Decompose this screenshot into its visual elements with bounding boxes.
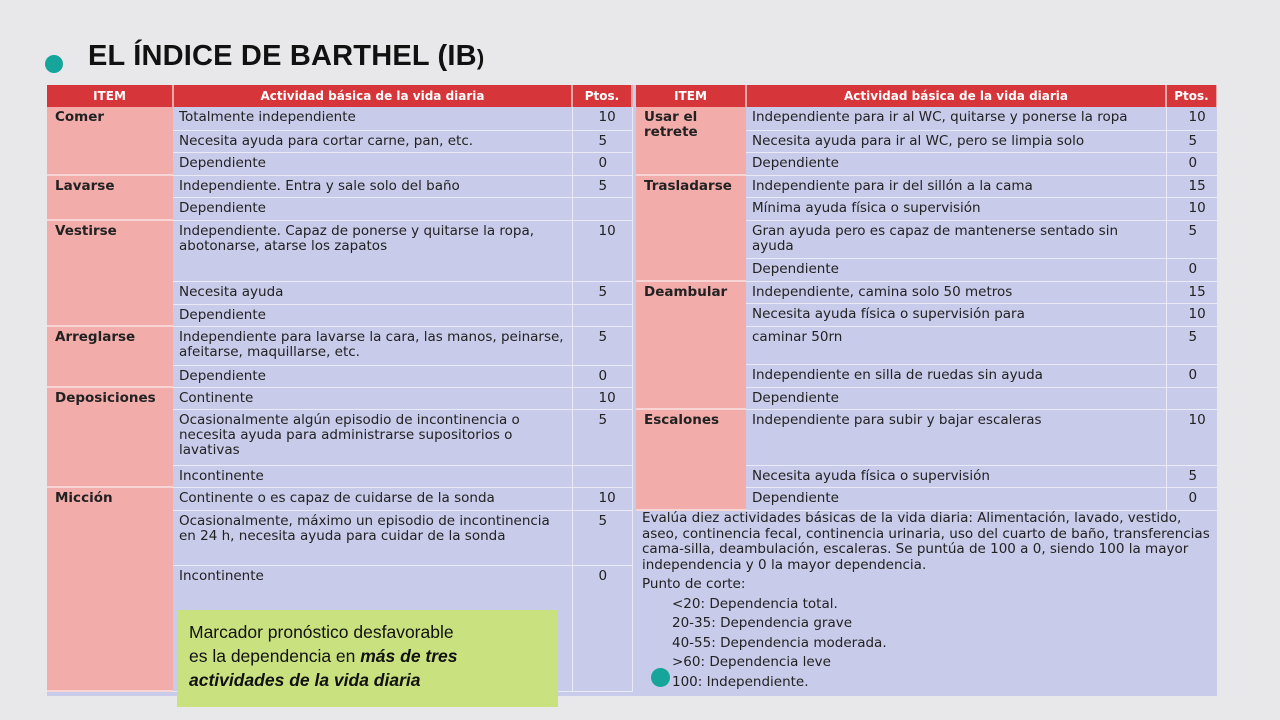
- row-pts: 5: [572, 130, 632, 152]
- row-pts: 0: [1166, 152, 1217, 175]
- decorative-dot-icon: [651, 668, 670, 687]
- item-usar-retrete: Usar el retrete: [636, 107, 746, 175]
- row-pts: 5: [572, 510, 632, 565]
- row-text: Dependiente: [746, 258, 1166, 281]
- cutoff-entry: 40-55: Dependencia moderada.: [672, 634, 887, 651]
- row-pts: [572, 465, 632, 487]
- item-deambular: Deambular: [636, 281, 746, 409]
- cutoff-list: [642, 575, 1212, 692]
- row-pts: [572, 304, 632, 326]
- row-text: Dependiente: [746, 487, 1166, 510]
- prognosis-callout: [177, 610, 558, 707]
- row-text: Continente o es capaz de cuidarse de la sonda: [173, 487, 572, 510]
- item-vestirse: Vestirse: [47, 220, 173, 326]
- cutoff-entry: 20-35: Dependencia grave: [672, 615, 853, 631]
- row-text: Necesita ayuda para ir al WC, pero se limpia solo: [746, 130, 1166, 152]
- row-pts: 5: [572, 175, 632, 197]
- row-text: Totalmente independiente: [173, 107, 572, 130]
- item-trasladarse: Trasladarse: [636, 175, 746, 281]
- cutoff-entry: 100: Independiente.: [672, 673, 809, 690]
- row-text: Independiente para lavarse la cara, las manos, peinarse, afeitarse, maquillarse, etc.: [173, 326, 572, 365]
- cutoff-label: Punto de corte:: [642, 576, 746, 592]
- row-text: Mínima ayuda física o supervisión: [746, 197, 1166, 220]
- row-pts: 5: [572, 281, 632, 304]
- row-pts: 0: [1166, 364, 1217, 387]
- row-text: Dependiente: [746, 152, 1166, 175]
- header-item: ITEM: [636, 85, 746, 107]
- barthel-table-image: [47, 85, 1217, 696]
- item-miccion: Micción: [47, 487, 173, 691]
- item-arreglarse: Arreglarse: [47, 326, 173, 387]
- row-pts: 5: [1166, 465, 1217, 487]
- row-pts: 15: [1166, 175, 1217, 197]
- row-text: Independiente, camina solo 50 metros: [746, 281, 1166, 303]
- row-pts: 10: [1166, 303, 1217, 326]
- row-pts: 10: [1166, 409, 1217, 465]
- row-text: Continente: [173, 387, 572, 409]
- row-pts: 10: [572, 387, 632, 409]
- row-pts: 0: [1166, 258, 1217, 281]
- row-text: Independiente en silla de ruedas sin ayuda: [746, 364, 1166, 387]
- row-text: Gran ayuda pero es capaz de mantenerse sentado sin ayuda: [746, 220, 1166, 258]
- row-text: Dependiente: [173, 197, 572, 220]
- item-lavarse: Lavarse: [47, 175, 173, 220]
- row-text: Ocasionalmente algún episodio de incontinencia o necesita ayuda para administrarse supositorios o lavativas: [173, 409, 572, 465]
- row-pts: 0: [572, 152, 632, 175]
- row-text: Independiente. Entra y sale solo del baño: [173, 175, 572, 197]
- right-table: [636, 85, 1217, 511]
- item-comer: Comer: [47, 107, 173, 175]
- item-deposiciones: Deposiciones: [47, 387, 173, 487]
- row-pts: 5: [572, 326, 632, 365]
- row-pts: 5: [572, 409, 632, 465]
- notes-paragraph: Evalúa diez actividades básicas de la vida diaria: Alimentación, lavado, vestido, aseo, continencia fecal, continencia urinaria, uso del cuarto de baño, transferencias cama-silla, deambulación, escaleras. Se puntúa de 100 a 0, siendo 100 la mayor independencia y 0 la mayor dependencia.: [642, 510, 1210, 573]
- title-bullet-icon: [45, 55, 63, 73]
- row-pts: [1166, 387, 1217, 409]
- row-pts: 0: [1166, 487, 1217, 510]
- row-text: Dependiente: [173, 304, 572, 326]
- left-table: [47, 85, 633, 692]
- row-text: Necesita ayuda física o supervisión: [746, 465, 1166, 487]
- callout-line1: Marcador pronóstico desfavorable: [189, 622, 454, 642]
- row-pts: 5: [1166, 130, 1217, 152]
- cutoff-entry: <20: Dependencia total.: [672, 595, 838, 612]
- row-text: Necesita ayuda para cortar carne, pan, etc.: [173, 130, 572, 152]
- row-pts: 0: [572, 365, 632, 387]
- header-activity: Actividad básica de la vida diaria: [173, 85, 572, 107]
- row-pts: 10: [1166, 107, 1217, 130]
- row-pts: 10: [1166, 197, 1217, 220]
- scoring-notes: [642, 511, 1212, 692]
- row-pts: 10: [572, 487, 632, 510]
- row-text: Incontinente: [173, 465, 572, 487]
- row-text: Independiente para ir del sillón a la cama: [746, 175, 1166, 197]
- callout-emphasis: más de tres actividades de la vida diaria: [189, 646, 458, 690]
- row-pts: 15: [1166, 281, 1217, 303]
- row-text: Dependiente: [173, 365, 572, 387]
- row-text: Necesita ayuda física o supervisión para: [746, 303, 1166, 326]
- item-escalones: Escalones: [636, 409, 746, 510]
- header-pts: Ptos.: [572, 85, 632, 107]
- header-pts: Ptos.: [1166, 85, 1217, 107]
- cutoff-entry: >60: Dependencia leve: [672, 654, 831, 670]
- row-pts: 10: [572, 220, 632, 281]
- row-text: Ocasionalmente, máximo un episodio de incontinencia en 24 h, necesita ayuda para cuidar de la sonda: [173, 510, 572, 565]
- row-pts: 5: [1166, 326, 1217, 364]
- row-text: Independiente. Capaz de ponerse y quitarse la ropa, abotonarse, atarse los zapatos: [173, 220, 572, 281]
- row-pts: 0: [572, 565, 632, 691]
- row-pts: [572, 197, 632, 220]
- page-title: EL ÍNDICE DE BARTHEL (IB): [88, 40, 485, 72]
- header-activity: Actividad básica de la vida diaria: [746, 85, 1166, 107]
- callout-line2: es la dependencia en: [189, 646, 361, 666]
- row-text: Independiente para ir al WC, quitarse y ponerse la ropa: [746, 107, 1166, 130]
- row-text: Dependiente: [746, 387, 1166, 409]
- row-text: Independiente para subir y bajar escaleras: [746, 409, 1166, 465]
- row-text: Necesita ayuda: [173, 281, 572, 304]
- header-item: ITEM: [47, 85, 173, 107]
- row-pts: 10: [572, 107, 632, 130]
- row-pts: 5: [1166, 220, 1217, 258]
- row-text: caminar 50rn: [746, 326, 1166, 364]
- row-text: Incontinente: [173, 565, 572, 691]
- row-text: Dependiente: [173, 152, 572, 175]
